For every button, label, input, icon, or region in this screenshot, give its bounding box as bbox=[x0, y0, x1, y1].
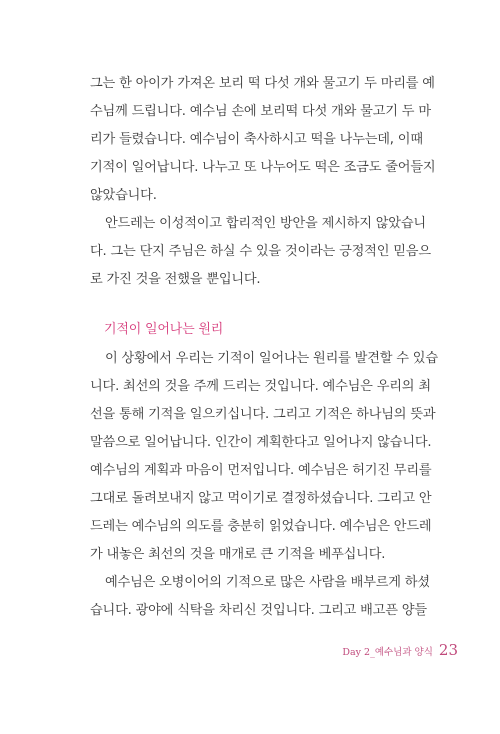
text-line: 안드레는 이성적이고 합리적인 방안을 제시하지 않았습니 bbox=[105, 216, 426, 231]
text-line: 다. 그는 단지 주님은 하실 수 있을 것이라는 긍정적인 믿음으 bbox=[90, 244, 431, 259]
text-line: 않았습니다. bbox=[90, 188, 157, 203]
text-line: 예수님은 오병이어의 기적으로 많은 사람을 배부르게 하셨 bbox=[105, 575, 430, 590]
text-line: 수님께 드립니다. 예수님 손에 보리떡 다섯 개와 물고기 두 마 bbox=[90, 104, 431, 119]
text-line: 그는 한 아이가 가져온 보리 떡 다섯 개와 물고기 두 마리를 예 bbox=[90, 76, 435, 91]
paragraph-2 bbox=[90, 210, 435, 294]
text-line: 드레는 예수님의 의도를 충분히 읽었습니다. 예수님은 안드레 bbox=[90, 519, 432, 534]
text-line: 리가 들렸습니다. 예수님이 축사하시고 떡을 나누는데, 이때 bbox=[90, 132, 423, 147]
text-line: 이 상황에서 우리는 기적이 일어나는 원리를 발견할 수 있습 bbox=[105, 351, 438, 366]
text-line: 예수님의 계획과 마음이 먼저입니다. 예수님은 허기진 무리를 bbox=[90, 463, 432, 478]
page-number: 23 bbox=[438, 641, 458, 659]
page-footer bbox=[0, 640, 458, 660]
text-line: 니다. 최선의 것을 주께 드리는 것입니다. 예수님은 우리의 최 bbox=[90, 379, 431, 394]
text-line: 말씀으로 일어납니다. 인간이 계획한다고 일어나지 않습니다. bbox=[90, 435, 432, 450]
paragraph-1 bbox=[90, 70, 435, 210]
paragraph-4 bbox=[90, 569, 435, 625]
text-line: 로 가진 것을 전했을 뿐입니다. bbox=[90, 272, 261, 287]
text-line: 습니다. 광야에 식탁을 차리신 것입니다. 그리고 배고픈 양들 bbox=[90, 603, 427, 618]
running-footer-title: Day 2_예수님과 양식 bbox=[342, 647, 433, 658]
paragraph-3 bbox=[90, 345, 438, 569]
section-heading: 기적이 일어나는 원리 bbox=[104, 322, 224, 337]
text-line: 그대로 돌려보내지 않고 먹이기로 결정하셨습니다. 그리고 안 bbox=[90, 491, 432, 506]
text-line: 선을 통해 기적을 일으키십니다. 그리고 기적은 하나님의 뜻과 bbox=[90, 407, 436, 422]
text-line: 기적이 일어납니다. 나누고 또 나누어도 떡은 조금도 줄어들지 bbox=[90, 160, 436, 175]
text-line: 가 내놓은 최선의 것을 매개로 큰 기적을 베푸십니다. bbox=[90, 547, 386, 562]
